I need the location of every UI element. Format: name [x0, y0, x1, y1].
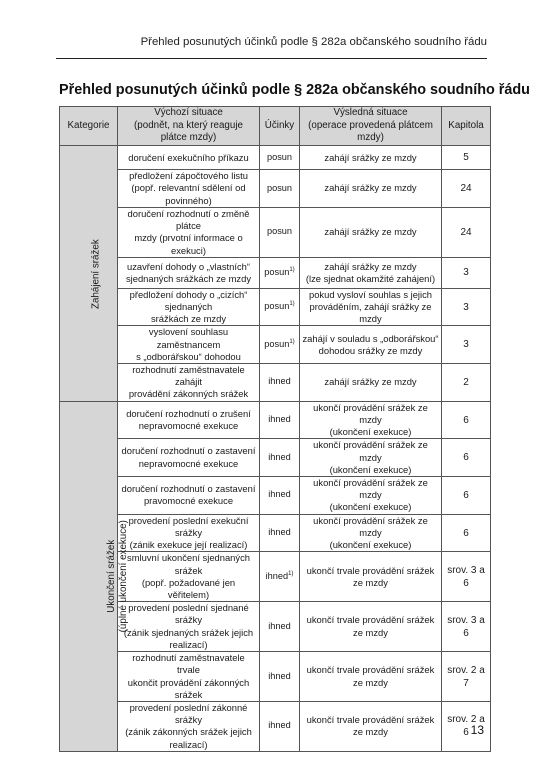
cell-kapitola: 6	[442, 439, 491, 477]
cell-text-line: (ukončení exekuce)	[329, 501, 412, 513]
cell-text-line: předložení dohody o „cizích“ sjednaných	[129, 288, 248, 312]
cell-ucinky	[260, 364, 300, 402]
cell-vychozi-situace	[118, 146, 260, 170]
ucinky-value: ihned	[268, 527, 291, 538]
cell-vychozi-situace	[118, 170, 260, 208]
cell-vychozi-situace	[118, 326, 260, 364]
cell-vysledna-situace	[300, 257, 442, 288]
cell-text-line: smluvní ukončení sjednaných srážek	[127, 552, 250, 576]
table-header-row	[60, 107, 491, 146]
cell-vychozi-situace	[118, 364, 260, 402]
cell-text-line: předložení zápočtového listu	[129, 170, 248, 182]
cell-text-line: ukončí provádění srážek ze mzdy	[313, 477, 428, 501]
cell-vysledna-situace	[300, 326, 442, 364]
cell-text-line: ukončí trvale provádění srážek ze mzdy	[306, 714, 435, 738]
header-divider	[56, 58, 487, 59]
cell-text-line: doručení rozhodnutí o zastavení	[121, 445, 256, 457]
cell-text-line: doručení rozhodnutí o změně plátce	[127, 207, 250, 232]
cell-vychozi-situace	[118, 652, 260, 702]
cell-vysledna-situace	[300, 288, 442, 326]
cell-text-line: prováděním, zahájí srážky ze mzdy	[309, 300, 432, 325]
cell-ucinky	[260, 439, 300, 477]
column-header-vysledna-line1: Výsledná situace	[333, 107, 408, 118]
footnote-marker: 1)	[288, 570, 294, 577]
cell-ucinky	[260, 257, 300, 288]
cell-text-line: mzdy (prvotní informace o exekuci)	[134, 232, 243, 256]
table-row	[60, 146, 491, 170]
column-header-vychozi-line2: (podnět, na který reaguje plátce mzdy)	[134, 119, 243, 144]
category-ukonceni-srazek	[60, 401, 130, 751]
cell-vysledna-situace	[300, 146, 442, 170]
cell-text-line: (zánik sjednaných srážek jejich realizací)	[123, 626, 254, 650]
cell-vysledna-situace	[300, 439, 442, 477]
ucinky-value: posun	[264, 338, 290, 349]
cell-text-line: ukončí trvale provádění srážek ze mzdy	[306, 664, 435, 688]
cell-ucinky	[260, 326, 300, 364]
running-header: Přehled posunutých účinků podle § 282a občanského soudního řádu	[140, 36, 487, 48]
cell-text-line: provedení poslední sjednané srážky	[128, 602, 249, 626]
cell-ucinky	[260, 170, 300, 208]
cell-text-line: pravomocné exekuce	[143, 495, 234, 507]
cell-kapitola: 3	[442, 326, 491, 364]
cell-vysledna-situace	[300, 514, 442, 552]
ucinky-value: ihned	[268, 720, 291, 731]
cell-kapitola: srov. 2 a 7	[442, 652, 491, 702]
cell-text-line: (ukončení exekuce)	[329, 463, 412, 475]
footnote-marker: 1)	[289, 301, 295, 308]
cell-ucinky	[260, 701, 300, 751]
cell-text-line: ukončí trvale provádění srážek ze mzdy	[306, 614, 435, 638]
table-row	[60, 364, 491, 402]
ucinky-value: ihned	[268, 489, 291, 500]
cell-text-line: rozhodnutí zaměstnavatele zahájit	[132, 364, 245, 388]
table-row	[60, 439, 491, 477]
cell-vysledna-situace	[300, 602, 442, 652]
cell-kapitola: 3	[442, 257, 491, 288]
table-row	[60, 652, 491, 702]
page-title: Přehled posunutých účinků podle § 282a občanského soudního řádu	[59, 82, 530, 98]
ucinky-value: ihned	[268, 451, 291, 462]
cell-kapitola: 3	[442, 288, 491, 326]
category-label	[91, 239, 103, 309]
category-zahajeni-srazek	[60, 146, 118, 402]
category-label-line: (úplné ukončení exekuce)	[118, 520, 130, 633]
footnote-marker: 1)	[289, 266, 295, 273]
cell-vysledna-situace	[300, 701, 442, 751]
cell-kapitola: 24	[442, 207, 491, 257]
category-label-line: Zahájení srážek	[90, 239, 102, 309]
ucinky-value: posun	[264, 301, 290, 312]
cell-text-line: zahájí srážky ze mzdy	[324, 151, 417, 163]
cell-text-line: srážkách ze mzdy	[150, 313, 227, 325]
table-row	[60, 401, 491, 439]
ucinky-value: ihned	[265, 570, 289, 581]
cell-vysledna-situace	[300, 364, 442, 402]
cell-vysledna-situace	[300, 207, 442, 257]
cell-text-line: vyslovení souhlasu zaměstnancem	[148, 326, 229, 350]
cell-kapitola: 6	[442, 477, 491, 515]
cell-ucinky	[260, 401, 300, 439]
cell-kapitola: srov. 3 a 6	[442, 552, 491, 602]
column-header-vychozi-line1: Výchozí situace	[154, 107, 223, 118]
cell-vychozi-situace	[118, 701, 260, 751]
cell-ucinky	[260, 288, 300, 326]
cell-text-line: sjednaných srážkách ze mzdy	[125, 272, 252, 284]
cell-text-line: s „odborářskou“ dohodou	[136, 350, 241, 362]
cell-text-line: zahájí srážky ze mzdy	[324, 182, 417, 194]
cell-ucinky	[260, 514, 300, 552]
cell-text-line: doručení exekučního příkazu	[128, 151, 249, 163]
effects-table	[59, 106, 491, 752]
cell-text-line: doručení rozhodnutí o zastavení	[121, 483, 256, 495]
cell-kapitola: 2	[442, 364, 491, 402]
cell-text-line: zahájí v souladu s „odborářskou“	[302, 332, 439, 344]
cell-text-line: (zánik exekuce její realizací)	[129, 539, 248, 551]
cell-vysledna-situace	[300, 401, 442, 439]
ucinky-value: ihned	[268, 414, 291, 425]
cell-text-line: nepravomocné exekuce	[138, 457, 239, 469]
footnote-marker: 1)	[289, 338, 295, 345]
cell-text-line: rozhodnutí zaměstnavatele trvale	[132, 652, 245, 676]
cell-text-line: ukončit provádění zákonných srážek	[127, 676, 250, 700]
cell-text-line: provedení poslední exekuční srážky	[128, 514, 249, 538]
cell-kapitola: 5	[442, 146, 491, 170]
table-body	[60, 146, 491, 752]
cell-text-line: provádění zákonných srážek	[128, 388, 249, 400]
cell-text-line: doručení rozhodnutí o zrušení	[126, 407, 251, 419]
ucinky-value: posun	[266, 151, 293, 162]
column-header-vysledna-situace	[300, 107, 442, 146]
table-row	[60, 701, 491, 751]
table-row	[60, 170, 491, 208]
cell-ucinky	[260, 602, 300, 652]
cell-text-line: zahájí srážky ze mzdy	[324, 226, 417, 238]
ucinky-value: posun	[266, 182, 293, 193]
cell-text-line: provedení poslední zákonné srážky	[129, 701, 248, 726]
table-row	[60, 257, 491, 288]
category-label	[106, 520, 130, 632]
cell-text-line: zahájí srážky ze mzdy	[324, 260, 417, 272]
cell-text-line: ukončí provádění srážek ze mzdy	[313, 439, 428, 463]
cell-vychozi-situace	[118, 514, 260, 552]
cell-vysledna-situace	[300, 170, 442, 208]
cell-kapitola: srov. 2 a 6	[442, 701, 491, 751]
table-row	[60, 207, 491, 257]
cell-vychozi-situace	[118, 207, 260, 257]
cell-kapitola: srov. 3 a 6	[442, 602, 491, 652]
cell-ucinky	[260, 207, 300, 257]
cell-vychozi-situace	[118, 257, 260, 288]
cell-ucinky	[260, 652, 300, 702]
cell-text-line: (ukončení exekuce)	[329, 539, 412, 551]
table-row	[60, 477, 491, 515]
cell-text-line: (popř. požadované jen věřitelem)	[141, 576, 236, 600]
ucinky-value: posun	[264, 266, 290, 277]
cell-vychozi-situace	[118, 552, 260, 602]
cell-vychozi-situace	[118, 401, 260, 439]
cell-text-line: nepravomocné exekuce	[138, 420, 239, 432]
cell-vychozi-situace	[118, 477, 260, 515]
cell-text-line: ukončí provádění srážek ze mzdy	[313, 401, 428, 425]
column-header-ucinky: Účinky	[260, 107, 300, 146]
cell-text-line: (lze sjednat okamžité zahájení)	[305, 272, 436, 284]
ucinky-value: posun	[266, 226, 293, 237]
cell-vysledna-situace	[300, 477, 442, 515]
cell-ucinky	[260, 477, 300, 515]
cell-text-line: ukončí trvale provádění srážek ze mzdy	[306, 564, 435, 588]
cell-text-line: ukončí provádění srážek ze mzdy	[313, 514, 428, 538]
column-header-vychozi-situace	[118, 107, 260, 146]
cell-text-line: dohodou srážky ze mzdy	[318, 344, 423, 356]
cell-vysledna-situace	[300, 652, 442, 702]
cell-text-line: (popř. relevantní sdělení od povinného)	[131, 182, 246, 206]
category-label-line: Ukončení srážek	[105, 539, 117, 613]
cell-ucinky	[260, 552, 300, 602]
cell-text-line: uzavření dohody o „vlastních“	[127, 260, 250, 272]
cell-kapitola: 6	[442, 401, 491, 439]
table-row	[60, 288, 491, 326]
cell-text-line: pokud vysloví souhlas s jejich	[309, 288, 432, 300]
column-header-kategorie: Kategorie	[60, 107, 118, 146]
page-number: 13	[470, 723, 484, 737]
cell-kapitola: 6	[442, 514, 491, 552]
cell-text-line: zahájí srážky ze mzdy	[324, 376, 417, 388]
cell-vysledna-situace	[300, 552, 442, 602]
table-row	[60, 326, 491, 364]
cell-text-line: (zánik zákonných srážek jejich realizací)	[125, 726, 252, 750]
cell-vychozi-situace	[118, 602, 260, 652]
column-header-vysledna-line2: (operace provedená plátcem mzdy)	[308, 119, 433, 144]
cell-ucinky	[260, 146, 300, 170]
cell-text-line: (ukončení exekuce)	[329, 426, 412, 438]
cell-vychozi-situace	[118, 288, 260, 326]
ucinky-value: ihned	[268, 620, 291, 631]
cell-kapitola: 24	[442, 170, 491, 208]
ucinky-value: ihned	[268, 670, 291, 681]
cell-vychozi-situace	[118, 439, 260, 477]
ucinky-value: ihned	[268, 376, 291, 387]
column-header-kapitola: Kapitola	[442, 107, 491, 146]
